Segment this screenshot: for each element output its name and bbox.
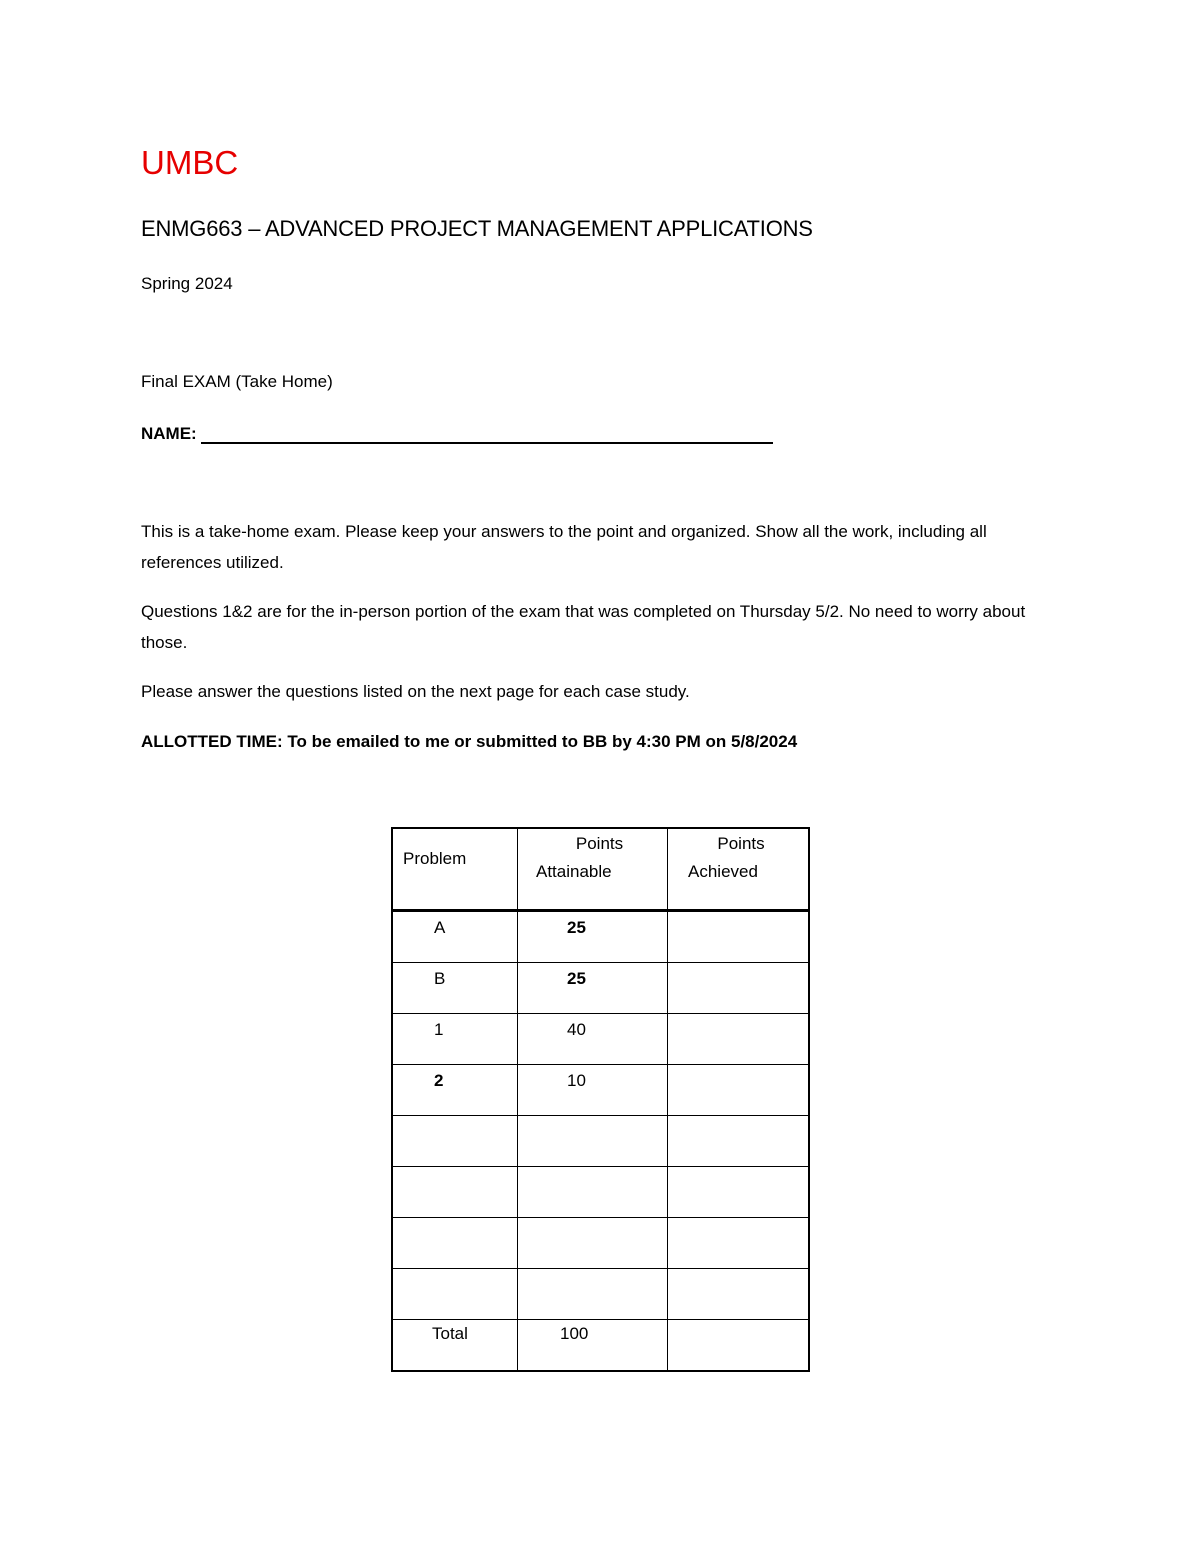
table-row (392, 1269, 809, 1320)
total-row (392, 1320, 809, 1372)
problem-value: B (434, 969, 446, 988)
points-cell (518, 1065, 668, 1116)
problem-value (393, 1218, 517, 1220)
table-row (392, 1218, 809, 1269)
problem-cell (392, 1065, 518, 1116)
allotted-time-paragraph: ALLOTTED TIME: To be emailed to me or submitted to BB by 4:30 PM on 5/8/2024 (141, 732, 798, 751)
points-value (518, 1116, 667, 1118)
problem-value (393, 1269, 517, 1271)
score-table-header-row (392, 828, 809, 911)
problem-cell (392, 963, 518, 1014)
points-cell (518, 1116, 668, 1167)
total-points-cell (518, 1320, 668, 1372)
total-label-cell (392, 1320, 518, 1372)
problem-value: 1 (434, 1020, 444, 1039)
table-row (392, 1014, 809, 1065)
table-row (392, 1167, 809, 1218)
problem-cell (392, 1269, 518, 1320)
total-points-value: 100 (560, 1324, 589, 1343)
points-cell (518, 1269, 668, 1320)
header-attainable-line1: Points (575, 834, 624, 853)
achieved-cell[interactable] (668, 911, 810, 963)
table-row (392, 1065, 809, 1116)
points-value (518, 1269, 667, 1271)
org-title: UMBC (141, 144, 239, 181)
header-cell-achieved (668, 828, 810, 911)
name-row (141, 420, 773, 448)
problem-cell (392, 1218, 518, 1269)
term-label: Spring 2024 (141, 274, 233, 293)
instruction-paragraph-1: This is a take-home exam. Please keep your answers to the point and organized. Show all the work, including all references utilized. (141, 522, 987, 572)
instruction-paragraph-2: Questions 1&2 are for the in-person portion of the exam that was completed on Thursday 5/2. No need to worry about those. (141, 602, 1026, 652)
header-attainable-line2: Attainable (536, 862, 612, 881)
points-value: 25 (567, 918, 586, 937)
achieved-cell[interactable] (668, 1014, 810, 1065)
achieved-cell[interactable] (668, 963, 810, 1014)
table-row (392, 963, 809, 1014)
achieved-cell[interactable] (668, 1065, 810, 1116)
points-value: 25 (567, 969, 586, 988)
points-cell (518, 1014, 668, 1065)
problem-cell (392, 1014, 518, 1065)
course-title: ENMG663 – ADVANCED PROJECT MANAGEMENT APPLICATIONS (141, 216, 813, 241)
points-cell (518, 1218, 668, 1269)
achieved-cell[interactable] (668, 1116, 810, 1167)
header-cell-problem (392, 828, 518, 911)
score-table (391, 827, 810, 1372)
name-blank-line[interactable] (201, 422, 773, 444)
achieved-cell[interactable] (668, 1167, 810, 1218)
problem-value (393, 1167, 517, 1169)
problem-cell (392, 1116, 518, 1167)
problem-cell (392, 911, 518, 963)
points-value: 40 (567, 1020, 586, 1039)
header-achieved-line1: Points (717, 834, 765, 853)
points-cell (518, 1167, 668, 1218)
problem-cell (392, 1167, 518, 1218)
header-problem-label: Problem (403, 849, 467, 868)
total-label: Total (432, 1324, 468, 1343)
points-value: 10 (567, 1071, 586, 1090)
header-cell-attainable (518, 828, 668, 911)
points-cell (518, 911, 668, 963)
header-achieved-line2: Achieved (688, 862, 758, 881)
instruction-paragraph-3: Please answer the questions listed on the next page for each case study. (141, 682, 690, 701)
points-value (518, 1167, 667, 1169)
name-label: NAME: (141, 424, 197, 443)
problem-value: 2 (434, 1071, 444, 1090)
achieved-cell[interactable] (668, 1218, 810, 1269)
problem-value: A (434, 918, 446, 937)
achieved-cell[interactable] (668, 1269, 810, 1320)
points-value (518, 1218, 667, 1220)
table-row (392, 1116, 809, 1167)
problem-value (393, 1116, 517, 1118)
table-row (392, 911, 809, 963)
exam-title: Final EXAM (Take Home) (141, 372, 333, 391)
points-cell (518, 963, 668, 1014)
total-achieved-cell[interactable] (668, 1320, 810, 1372)
